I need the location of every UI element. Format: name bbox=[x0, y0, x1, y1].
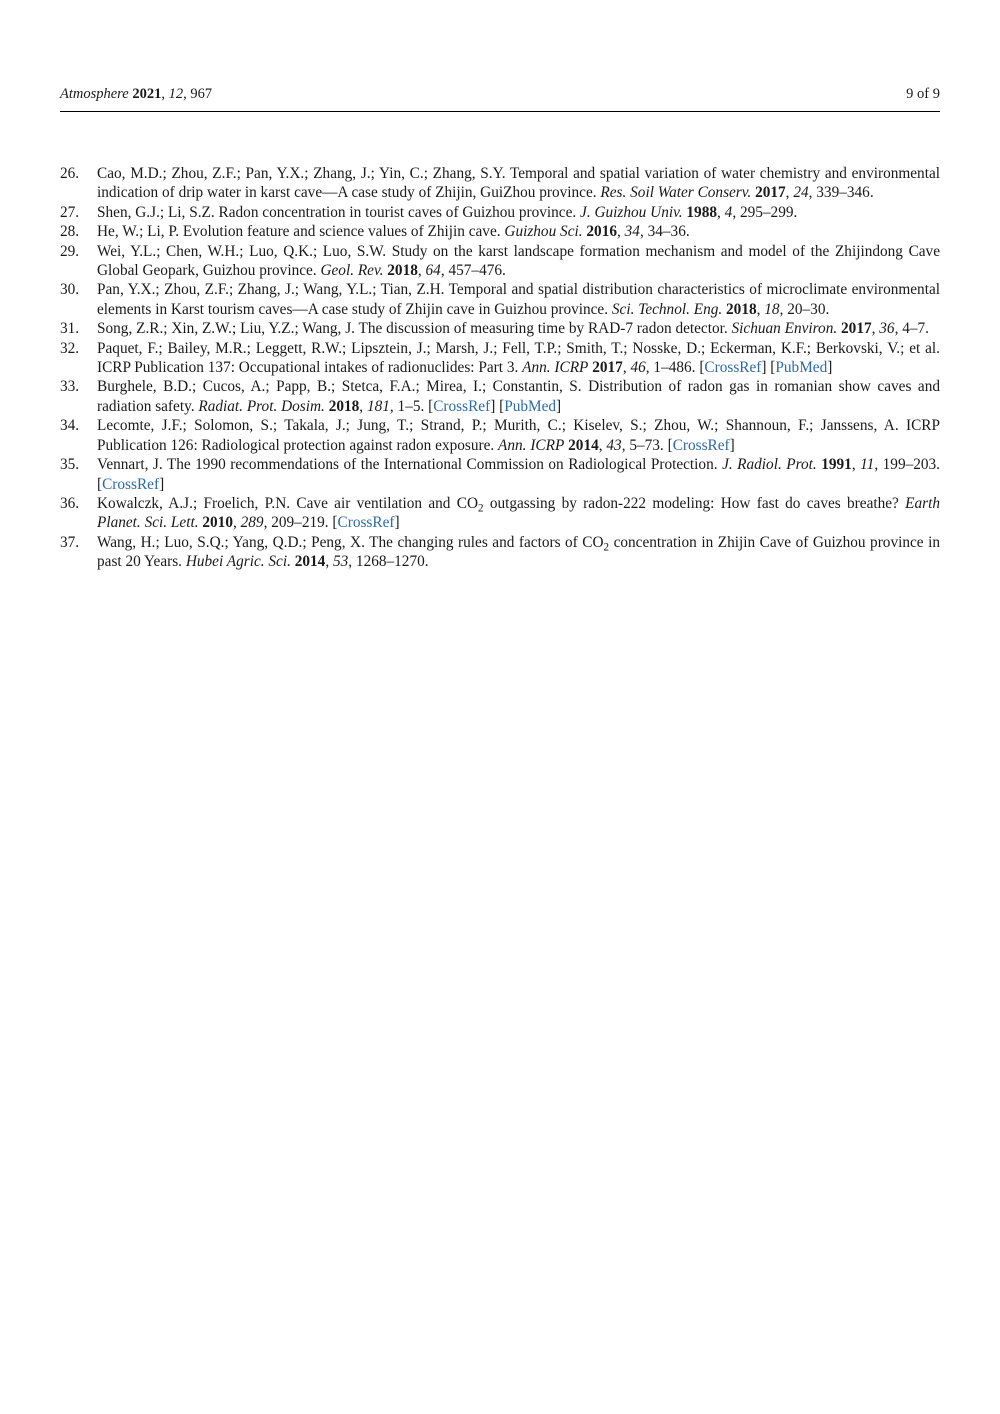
reference-text-run: , bbox=[756, 300, 765, 318]
reference-text-run: , 1–5. [ bbox=[389, 397, 434, 415]
reference-text-run: Burghele, B.D.; Cucos, A.; Papp, B.; Stetca, F.A.; Mirea, I.; Constantin, S. Distribution of radon gas in romanian show caves and radiation safety. bbox=[97, 378, 940, 415]
reference-italic-run: Ann. ICRP bbox=[498, 436, 565, 454]
reference-text-run: Vennart, J. The 1990 recommendations of the International Commission on Radiological Protection. bbox=[97, 456, 723, 474]
reference-text-run: , 5–73. [ bbox=[621, 436, 673, 454]
journal-citation: Atmosphere 2021, 12, 967 bbox=[60, 86, 213, 102]
reference-text-run: , bbox=[851, 456, 861, 474]
reference-year: 2014 bbox=[568, 436, 599, 454]
reference-text-run: , bbox=[325, 553, 333, 571]
reference-item bbox=[60, 222, 940, 241]
reference-text bbox=[97, 222, 940, 241]
reference-number: 31. bbox=[60, 320, 80, 338]
subscript: 2 bbox=[478, 502, 484, 515]
reference-item bbox=[60, 242, 940, 281]
crossref-link[interactable]: CrossRef bbox=[672, 436, 730, 454]
reference-number: 27. bbox=[60, 203, 80, 221]
reference-text bbox=[97, 455, 940, 494]
reference-italic-run: 4 bbox=[724, 203, 733, 221]
reference-italic-run: 36 bbox=[879, 320, 895, 338]
reference-text-run: He, W.; Li, P. Evolution feature and science values of Zhijin cave. bbox=[97, 223, 505, 241]
reference-text-run: Pan, Y.X.; Zhou, Z.F.; Zhang, J.; Wang, Y.L.; Tian, Z.H. Temporal and spatial distribution characteristics of microclimate environmental elements in Karst tourism caves—A case study of Zhijin cave in Guizhou province. bbox=[97, 281, 940, 318]
reference-item bbox=[60, 455, 940, 494]
reference-item bbox=[60, 416, 940, 455]
reference-text-run: , bbox=[717, 203, 725, 221]
reference-text-run: , bbox=[359, 397, 367, 415]
page-number: 9 of 9 bbox=[906, 86, 940, 102]
journal-name: Atmosphere bbox=[60, 86, 129, 102]
reference-italic-run: 289 bbox=[240, 514, 264, 532]
reference-item bbox=[60, 319, 940, 338]
reference-text bbox=[97, 280, 940, 319]
reference-year: 2018 bbox=[726, 300, 757, 318]
reference-item bbox=[60, 377, 940, 416]
crossref-link[interactable]: CrossRef bbox=[337, 514, 395, 532]
reference-text-run: , 457–476. bbox=[440, 262, 506, 280]
reference-text-run: , 20–30. bbox=[779, 300, 830, 318]
reference-text-run: ] [ bbox=[490, 397, 505, 415]
reference-italic-run: Geol. Rev. bbox=[320, 262, 384, 280]
reference-text-run: , 1–486. [ bbox=[645, 359, 705, 377]
reference-text-run: Wei, Y.L.; Chen, W.H.; Luo, Q.K.; Luo, S.W. Study on the karst landscape formation mechanism and model of the Zhijindong Cave Global Geopark, Guizhou province. bbox=[97, 242, 940, 280]
reference-italic-run: Hubei Agric. Sci. bbox=[185, 553, 291, 571]
header-rule bbox=[60, 111, 940, 112]
reference-year: 2017 bbox=[841, 320, 872, 338]
reference-item bbox=[60, 280, 940, 319]
reference-text bbox=[97, 533, 940, 572]
reference-item bbox=[60, 164, 940, 203]
reference-italic-run: Radiat. Prot. Dosim. bbox=[198, 397, 325, 415]
reference-italic-run: 34 bbox=[624, 223, 640, 241]
reference-text-run: , 1268–1270. bbox=[348, 553, 429, 571]
reference-number: 37. bbox=[60, 533, 80, 551]
reference-item bbox=[60, 494, 940, 533]
reference-text-run: ] bbox=[394, 514, 400, 532]
reference-number: 33. bbox=[60, 378, 80, 396]
reference-text-run: ] bbox=[729, 436, 735, 454]
reference-year: 2017 bbox=[592, 359, 623, 377]
reference-number: 26. bbox=[60, 165, 80, 182]
reference-text bbox=[97, 242, 940, 281]
reference-item bbox=[60, 533, 940, 572]
reference-italic-run: 18 bbox=[764, 300, 780, 318]
reference-italic-run: J. Radiol. Prot. bbox=[722, 456, 817, 474]
reference-year: 2014 bbox=[294, 553, 326, 571]
reference-year: 2016 bbox=[586, 223, 617, 241]
reference-italic-run: 46 bbox=[630, 359, 646, 377]
reference-item bbox=[60, 339, 940, 378]
reference-year: 2018 bbox=[328, 397, 360, 415]
reference-text bbox=[97, 319, 940, 338]
reference-year: 2018 bbox=[387, 262, 418, 280]
reference-italic-run: 53 bbox=[332, 553, 349, 571]
crossref-link[interactable]: CrossRef bbox=[433, 397, 491, 415]
reference-text-run: , bbox=[598, 436, 607, 454]
reference-text-run: outgassing by radon-222 modeling: How fast do caves breathe? bbox=[483, 494, 906, 512]
reference-number: 32. bbox=[60, 339, 80, 357]
reference-text-run: , bbox=[232, 514, 241, 532]
pubmed-link[interactable]: PubMed bbox=[504, 397, 557, 415]
reference-text-run: , bbox=[871, 320, 880, 338]
reference-item bbox=[60, 203, 940, 222]
reference-text bbox=[97, 339, 940, 378]
reference-text-run: , 199–203. [ bbox=[97, 456, 941, 493]
reference-text bbox=[97, 416, 940, 455]
reference-year: 2017 bbox=[755, 184, 786, 202]
reference-text-run: Kowalczk, A.J.; Froelich, P.N. Cave air ventilation and CO bbox=[97, 494, 479, 512]
subscript: 2 bbox=[603, 541, 610, 554]
reference-text-run: , 209–219. [ bbox=[263, 514, 338, 532]
reference-italic-run: 181 bbox=[366, 397, 390, 415]
reference-year: 1991 bbox=[821, 456, 852, 474]
reference-text-run: Lecomte, J.F.; Solomon, S.; Takala, J.; Jung, T.; Strand, P.; Murith, C.; Kiselev, S.; Zhou, W.; Shannoun, F.; Janssens, A. ICRP Publication 126: Radiological protection against radon exposure. bbox=[97, 417, 940, 454]
article-number: 967 bbox=[190, 86, 213, 102]
reference-text-run: , bbox=[622, 359, 631, 377]
reference-text-run: , 295–299. bbox=[732, 203, 798, 221]
reference-text-run: Song, Z.R.; Xin, Z.W.; Liu, Y.Z.; Wang, J. The discussion of measuring time by RAD-7 radon detector. bbox=[97, 320, 732, 338]
journal-volume: 12 bbox=[168, 86, 184, 102]
reference-text-run: , 34–36. bbox=[639, 223, 690, 241]
journal-year: 2021 bbox=[132, 86, 162, 102]
reference-text-run: ] [ bbox=[761, 359, 776, 377]
reference-italic-run: Res. Soil Water Conserv. bbox=[600, 184, 752, 202]
reference-italic-run: Guizhou Sci. bbox=[504, 223, 583, 241]
reference-list bbox=[60, 164, 940, 572]
reference-text-run: Cao, M.D.; Zhou, Z.F.; Pan, Y.X.; Zhang, J.; Yin, C.; Zhang, S.Y. Temporal and spatial variation of water chemistry and environmental indication of drip water in karst cave—A case study of Zhijin, GuiZhou province. bbox=[97, 165, 940, 202]
reference-text-run: , bbox=[617, 223, 625, 241]
reference-italic-run: Sci. Technol. Eng. bbox=[611, 300, 723, 318]
reference-text-run: concentration in Zhijin Cave of Guizhou province in past 20 Years. bbox=[97, 533, 940, 571]
reference-number: 29. bbox=[60, 242, 80, 260]
reference-text-run: , bbox=[785, 184, 794, 202]
reference-text bbox=[97, 164, 940, 203]
reference-text-run: , 4–7. bbox=[894, 320, 929, 338]
reference-text bbox=[97, 377, 940, 416]
reference-text-run: Wang, H.; Luo, S.Q.; Yang, Q.D.; Peng, X. The changing rules and factors of CO bbox=[97, 533, 604, 551]
reference-italic-run: 11 bbox=[860, 456, 875, 474]
reference-number: 36. bbox=[60, 494, 80, 512]
reference-italic-run: J. Guizhou Univ. bbox=[580, 203, 683, 221]
running-header bbox=[60, 86, 940, 108]
reference-number: 34. bbox=[60, 417, 80, 435]
reference-text-run: , 339–346. bbox=[808, 184, 874, 202]
reference-italic-run: Ann. ICRP bbox=[522, 359, 589, 377]
reference-text-run: Paquet, F.; Bailey, M.R.; Leggett, R.W.; Lipsztein, J.; Marsh, J.; Fell, T.P.; Smith, T.; Nosske, D.; Eckerman, K.F.; Berkovski, V.; et al. ICRP Publication 137: Occupational intakes of radionuclides: Part 3. bbox=[97, 339, 940, 377]
crossref-link[interactable]: CrossRef bbox=[704, 359, 762, 377]
reference-number: 28. bbox=[60, 223, 80, 241]
reference-text bbox=[97, 203, 940, 222]
pubmed-link[interactable]: PubMed bbox=[775, 359, 828, 377]
reference-italic-run: 43 bbox=[606, 436, 622, 454]
reference-year: 2010 bbox=[202, 514, 233, 532]
reference-year: 1988 bbox=[686, 203, 717, 221]
reference-italic-run: 24 bbox=[793, 184, 809, 202]
reference-italic-run: Sichuan Environ. bbox=[731, 320, 838, 338]
reference-text-run: ] bbox=[556, 397, 562, 415]
reference-text bbox=[97, 494, 940, 533]
reference-italic-run: 64 bbox=[425, 262, 441, 280]
reference-text-run: Shen, G.J.; Li, S.Z. Radon concentration in tourist caves of Guizhou province. bbox=[97, 203, 581, 221]
crossref-link[interactable]: CrossRef bbox=[102, 475, 160, 493]
reference-number: 30. bbox=[60, 281, 80, 299]
reference-text-run: , bbox=[417, 262, 426, 280]
reference-text-run: ] bbox=[827, 359, 833, 377]
reference-text-run: ] bbox=[159, 475, 165, 493]
reference-number: 35. bbox=[60, 456, 80, 474]
reference-italic-run: Earth Planet. Sci. Lett. bbox=[97, 494, 940, 532]
